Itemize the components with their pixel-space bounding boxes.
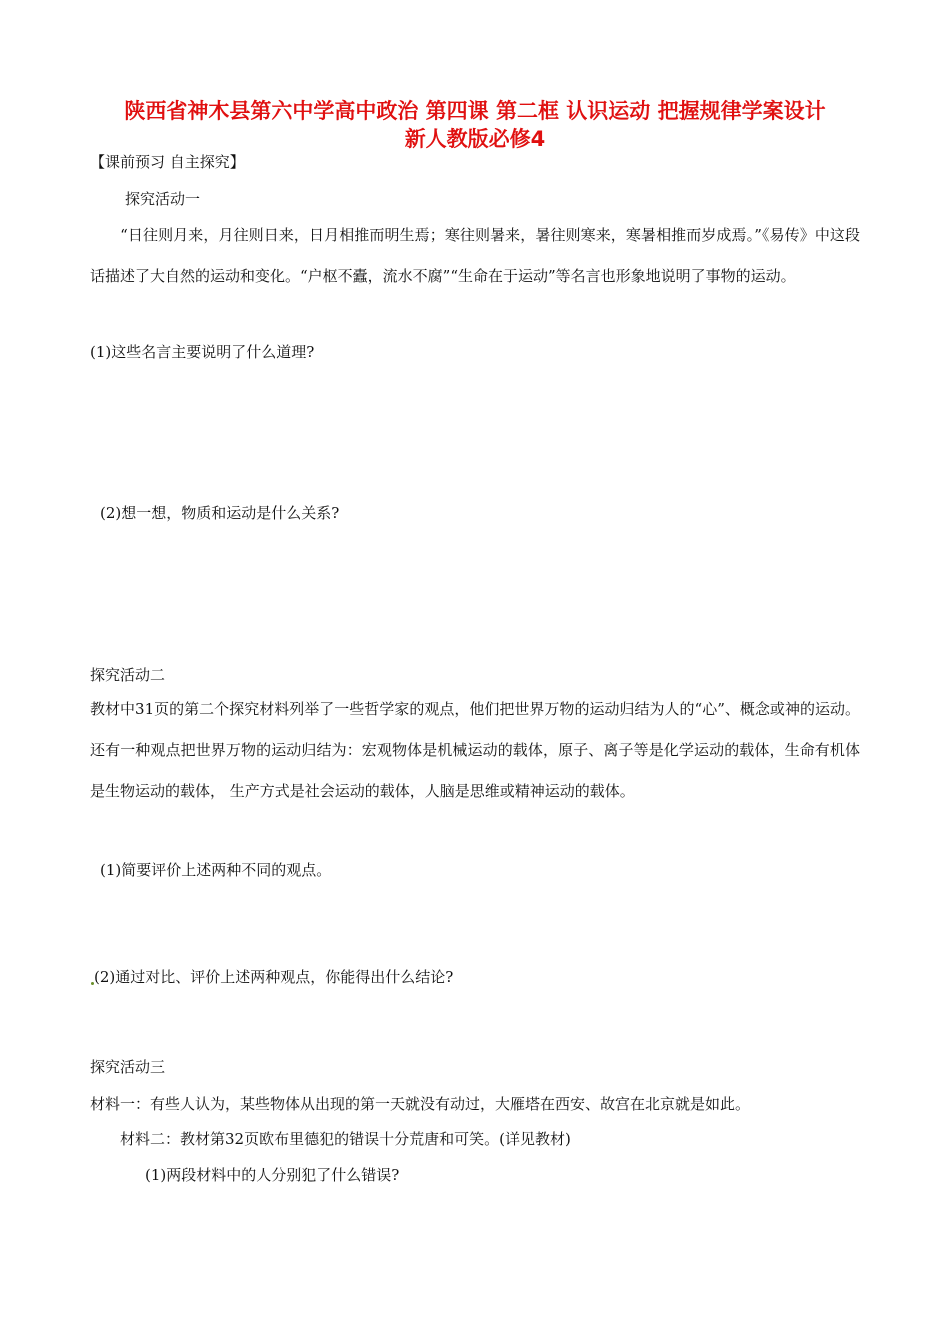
activity-3-material-1: 材料一：有些人认为，某些物体从出现的第一天就没有动过，大雁塔在西安、故宫在北京就是如此。	[90, 1095, 751, 1113]
activity-1-paragraph: “日往则月来，月往则日来，日月相推而明生焉；寒往则暑来，暑往则寒来，寒暑相推而岁成焉。”《易传》中这段话描述了大自然的运动和变化。“户枢不蠹，流水不腐”“生命在于运动”等名言也形象地说明了事物的运动。	[90, 226, 860, 285]
activity-2-question-2: (2)通过对比、评价上述两种观点，你能得出什么结论?	[94, 968, 454, 986]
document-title-line-2: 新人教版必修4	[404, 127, 546, 151]
activity-2-question-1: (1)简要评价上述两种不同的观点。	[100, 861, 332, 879]
document-title-line-1: 陕西省神木县第六中学高中政治 第四课 第二框 认识运动 把握规律学案设计	[124, 99, 826, 123]
activity-2-paragraph: 教材中31页的第二个探究材料列举了一些哲学家的观点，他们把世界万物的运动归结为人的“心”、概念或神的运动。还有一种观点把世界万物的运动归结为：宏观物体是机械运动的载体，原子、离子等是化学运动的载体，生命有机体是生物运动的载体， 生产方式是社会运动的载体，人脑是思维或精神运动的载体。	[90, 700, 860, 800]
activity-2-heading: 探究活动二	[90, 666, 166, 684]
activity-3-heading: 探究活动三	[90, 1058, 166, 1076]
activity-3-material-2: 材料二：教材第32页欧布里德犯的错误十分荒唐和可笑。(详见教材)	[120, 1130, 571, 1148]
activity-3-question-1: (1)两段材料中的人分别犯了什么错误?	[145, 1166, 400, 1184]
section-header: 【课前预习 自主探究】	[90, 153, 245, 171]
activity-1-heading: 探究活动一	[125, 190, 201, 208]
activity-1-question-2: (2)想一想，物质和运动是什么关系?	[100, 504, 340, 522]
activity-1-question-1: (1)这些名言主要说明了什么道理?	[90, 343, 315, 361]
